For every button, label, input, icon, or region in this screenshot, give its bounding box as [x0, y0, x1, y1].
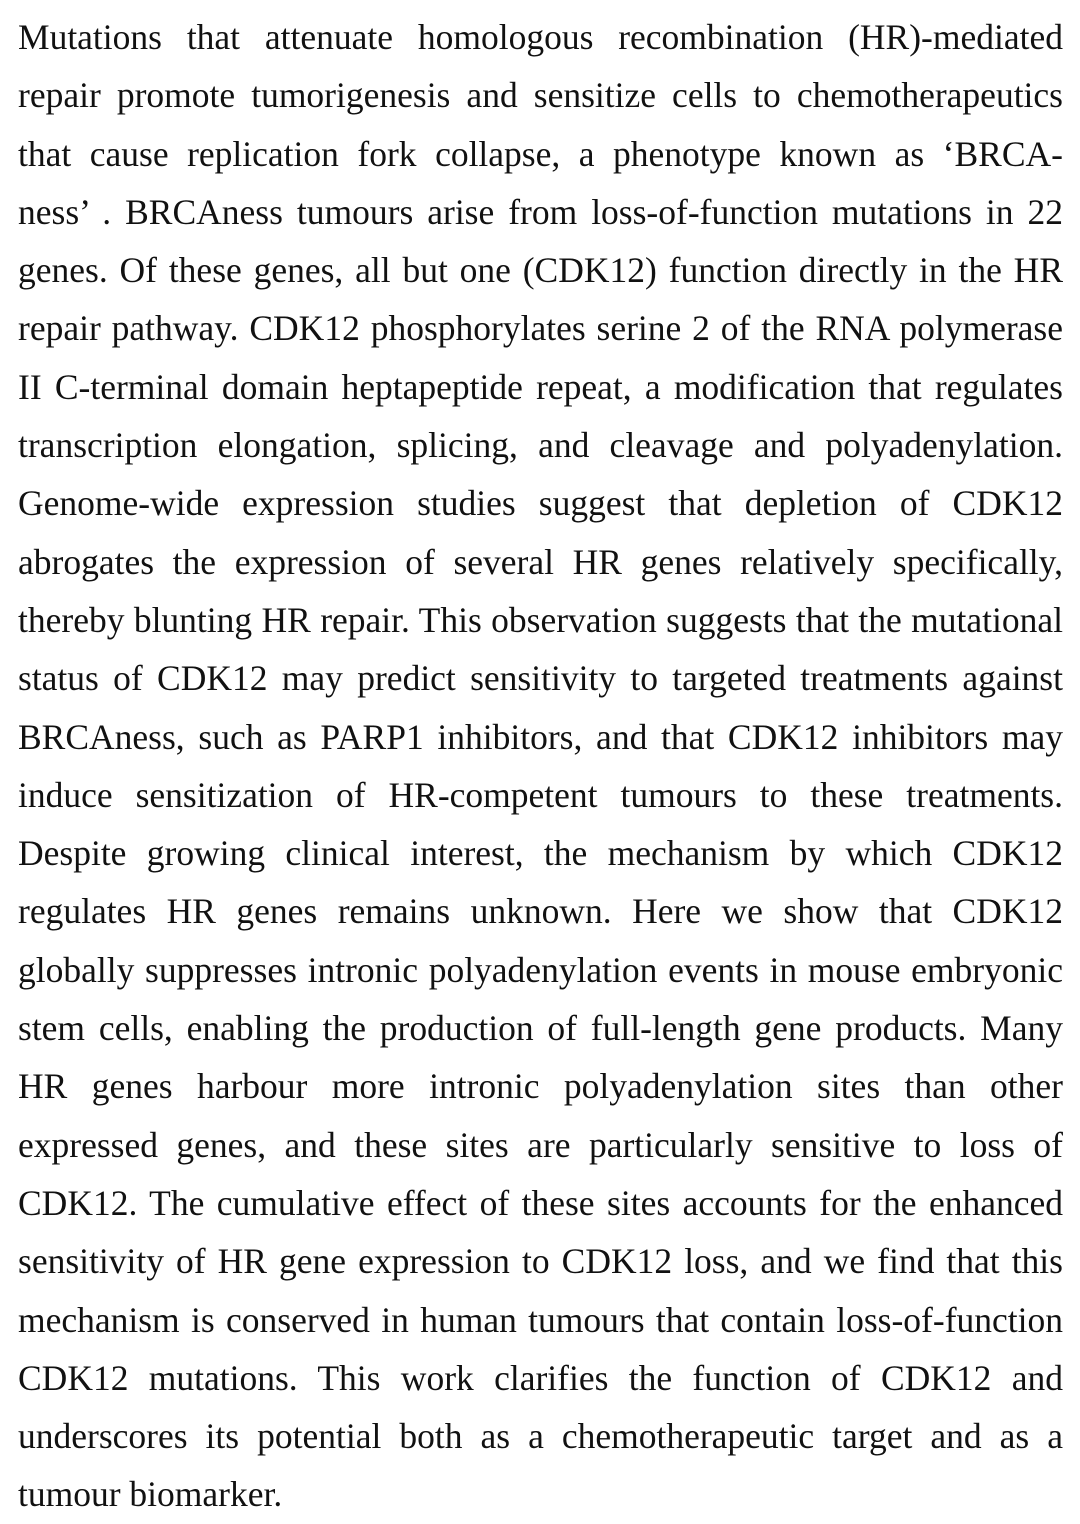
text-line: Genome-wide expression studies suggest that depletion of CDK12 [18, 483, 1063, 524]
text-line: sensitivity of HR gene expression to CDK12 loss, and we find that this [18, 1241, 1063, 1282]
text-line: Mutations that attenuate homologous recombination (HR)-mediated [18, 17, 1063, 57]
text-line: genes. Of these genes, all but one (CDK12) function directly in the HR [18, 250, 1063, 291]
text-line: BRCAness, such as PARP1 inhibitors, and that CDK12 inhibitors may [18, 716, 1063, 757]
text-line: mechanism is conserved in human tumours that contain loss-of-function [18, 1299, 1063, 1340]
text-line: tumour biomarker. [18, 1474, 283, 1515]
text-line: ness’ . BRCAness tumours arise from loss-of-function mutations in 22 [18, 191, 1063, 232]
text-line: repair pathway. CDK12 phosphorylates serine 2 of the RNA polymerase [18, 308, 1063, 349]
abstract-paragraph [18, 8, 1063, 1524]
text-line: HR genes harbour more intronic polyadenylation sites than other [18, 1066, 1063, 1107]
text-line: status of CDK12 may predict sensitivity to targeted treatments against [18, 658, 1063, 699]
text-line: thereby blunting HR repair. This observation suggests that the mutational [18, 599, 1063, 640]
text-line: underscores its potential both as a chemotherapeutic target and as a [18, 1416, 1063, 1457]
text-line: abrogates the expression of several HR genes relatively specifically, [18, 541, 1063, 582]
text-line: globally suppresses intronic polyadenylation events in mouse embryonic [18, 949, 1063, 990]
text-line: Despite growing clinical interest, the mechanism by which CDK12 [18, 833, 1063, 874]
text-line: expressed genes, and these sites are particularly sensitive to loss of [18, 1124, 1063, 1165]
text-line: that cause replication fork collapse, a phenotype known as ‘BRCA- [18, 133, 1063, 174]
text-line: II C-terminal domain heptapeptide repeat, a modification that regulates [18, 366, 1063, 407]
text-line: induce sensitization of HR-competent tumours to these treatments. [18, 774, 1063, 815]
text-line: stem cells, enabling the production of full-length gene products. Many [18, 1008, 1063, 1049]
text-line: CDK12. The cumulative effect of these sites accounts for the enhanced [18, 1182, 1063, 1223]
text-line: transcription elongation, splicing, and cleavage and polyadenylation. [18, 425, 1063, 466]
text-line: regulates HR genes remains unknown. Here we show that CDK12 [18, 891, 1063, 932]
text-line: repair promote tumorigenesis and sensitize cells to chemotherapeutics [18, 75, 1063, 116]
text-line: CDK12 mutations. This work clarifies the function of CDK12 and [18, 1357, 1063, 1398]
